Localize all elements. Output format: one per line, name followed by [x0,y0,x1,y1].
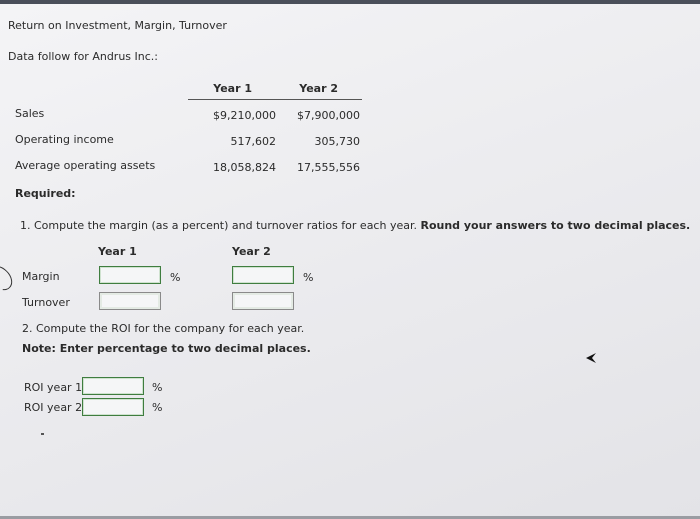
q1-year2-header: Year 2 [232,245,271,258]
roi-year1-label: ROI year 1 [24,381,83,394]
problem-title: Return on Investment, Margin, Turnover [8,19,227,32]
page-curl-mark [0,261,17,295]
turnover-year2-input[interactable] [232,292,294,310]
header-underline [188,99,362,100]
turnover-label: Turnover [22,296,70,309]
roi-year1-pct: % [152,381,163,394]
q1-rounding-note: Round your answers to two decimal places. [420,219,691,232]
intro-text: Data follow for Andrus Inc.: [8,50,158,63]
sales-year2: $7,900,000 [297,109,360,122]
row-label-operating-income: Operating income [15,133,114,146]
top-edge [0,0,700,4]
roi-year2-pct: % [152,401,163,414]
roi-year2-input[interactable] [82,398,144,416]
mouse-cursor-icon [584,351,598,365]
q1-text: 1. Compute the margin (as a percent) and turnover ratios for each year. [20,219,421,232]
margin-label: Margin [22,270,60,283]
row-label-sales: Sales [15,107,45,120]
stray-mark [41,433,44,435]
year1-header: Year 1 [213,82,252,95]
q1-year1-header: Year 1 [98,245,137,258]
operating-income-year2: 305,730 [314,135,360,148]
sales-year1: $9,210,000 [213,109,276,122]
roi-year1-input[interactable] [82,377,144,395]
year2-header: Year 2 [299,82,338,95]
avg-assets-year1: 18,058,824 [213,161,276,174]
required-heading: Required: [15,187,76,200]
margin-year1-input[interactable] [99,266,161,284]
margin-year2-input[interactable] [232,266,294,284]
margin-year2-pct: % [303,271,314,284]
operating-income-year1: 517,602 [230,135,276,148]
q2-instruction: 2. Compute the ROI for the company for each year. [22,322,305,335]
roi-year2-label: ROI year 2 [24,401,83,414]
turnover-year1-input[interactable] [99,292,161,310]
avg-assets-year2: 17,555,556 [297,161,360,174]
q1-instruction [20,219,690,232]
margin-year1-pct: % [170,271,181,284]
row-label-avg-assets: Average operating assets [15,159,156,172]
q2-note: Note: Enter percentage to two decimal places. [22,342,311,355]
